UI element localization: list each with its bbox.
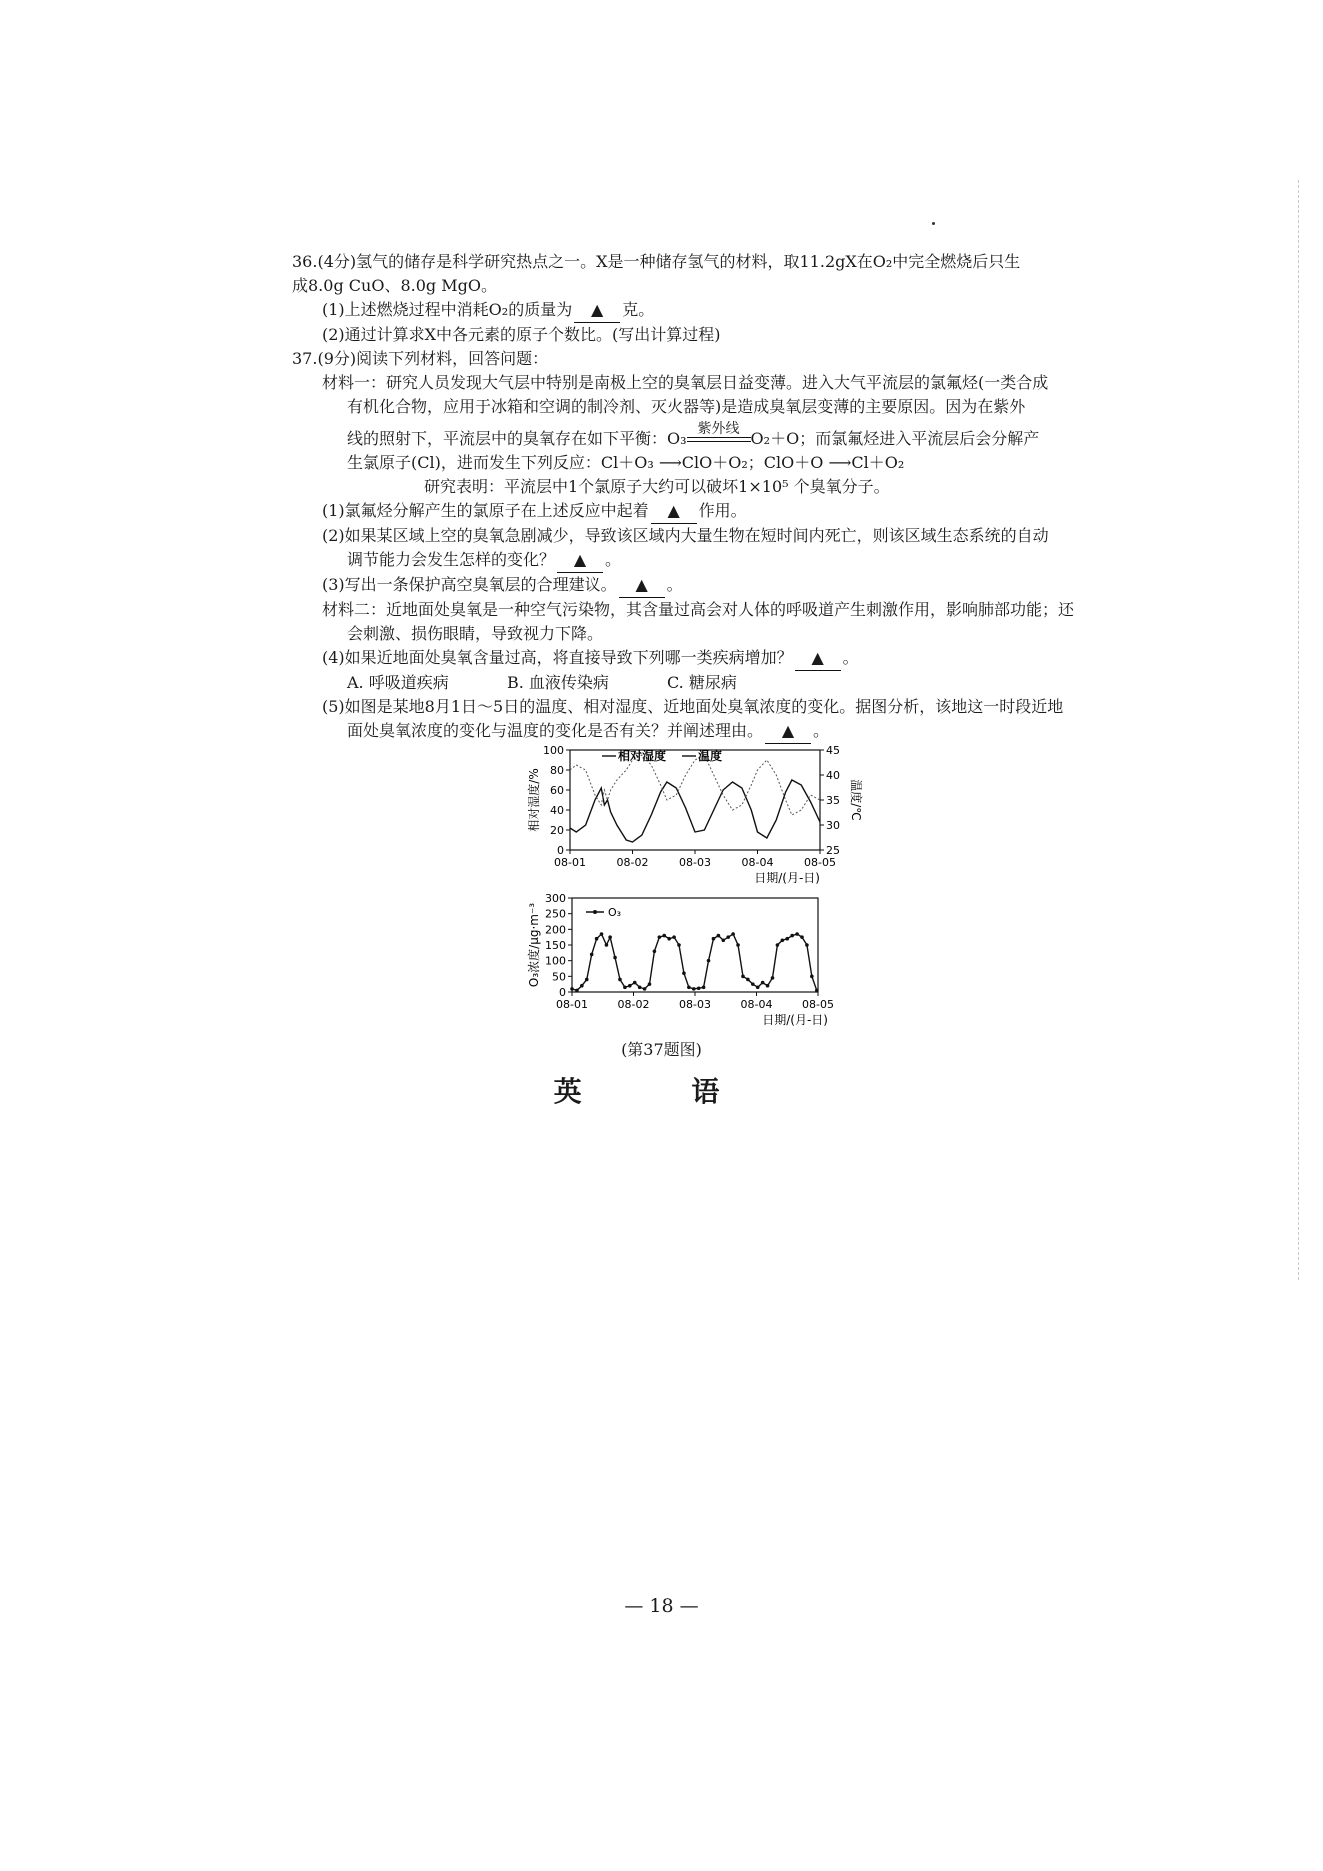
equilibrium-arrow [687, 421, 751, 442]
x-tick-label: 08-05 [804, 856, 836, 869]
q36-sub1: (1)上述燃烧过程中消耗O₂的质量为 ▲ 克。 [292, 298, 1182, 323]
data-point-o3 [643, 987, 647, 991]
data-point-o3 [771, 976, 775, 980]
material1-line4: 生氯原子(Cl)，进而发生下列反应：Cl＋O₃ ⟶ClO＋O₂；ClO＋O ⟶Cl＋O₂ [347, 453, 905, 472]
y-axis-label: 相对湿度/% [527, 768, 541, 832]
y-tick-label: 150 [545, 939, 566, 952]
q37-sub2-line2: 调节能力会发生怎样的变化？ ▲ 。 [292, 548, 1182, 573]
data-point-o3 [575, 989, 579, 993]
legend-marker-o3 [593, 910, 597, 914]
x-tick-label: 08-03 [679, 998, 711, 1011]
material1-line1: 材料一：研究人员发现大气层中特别是南极上空的臭氧层日益变薄。进入大气平流层的氯氟烃(一类合成 [322, 373, 1049, 392]
data-point-o3 [795, 932, 799, 936]
material2-line2: 会刺激、损伤眼睛，导致视力下降。 [347, 624, 604, 643]
legend-label-temperature: 温度 [698, 749, 723, 763]
y2-tick-label: 30 [826, 819, 840, 832]
series-line-temperature [570, 755, 820, 815]
uv-label: 紫外线 [697, 421, 740, 437]
ozone-concentration-chart [520, 890, 940, 1040]
option-c: C. 糖尿病 [667, 673, 737, 692]
data-point-o3 [633, 981, 637, 985]
data-point-o3 [731, 932, 735, 936]
data-point-o3 [692, 987, 696, 991]
data-point-o3 [751, 982, 755, 986]
data-point-o3 [595, 937, 599, 941]
x-tick-label: 08-02 [617, 998, 650, 1011]
y-tick-label: 250 [545, 907, 566, 921]
data-point-o3 [653, 949, 657, 953]
data-point-o3 [746, 978, 750, 982]
option-b: B. 血液传染病 [507, 673, 609, 692]
q37-sub4-options [292, 671, 1182, 695]
data-point-o3 [623, 986, 627, 990]
data-point-o3 [815, 989, 819, 993]
legend-label-humidity: 相对湿度 [618, 749, 667, 763]
y-tick-label: 0 [559, 986, 566, 999]
figure-37 [520, 740, 940, 1040]
data-point-o3 [613, 956, 617, 960]
legend-label-o3: O₃ [608, 906, 622, 919]
scan-dot-artifact [932, 222, 935, 225]
y-tick-label: 0 [557, 844, 564, 857]
y-tick-label: 40 [550, 804, 564, 817]
data-point-o3 [585, 978, 589, 982]
data-point-o3 [682, 971, 686, 975]
data-point-o3 [766, 984, 770, 988]
data-point-o3 [677, 943, 681, 947]
question-text [292, 250, 1182, 744]
x-tick-label: 08-04 [740, 998, 773, 1011]
data-point-o3 [570, 987, 574, 991]
data-point-o3 [667, 937, 671, 941]
x-tick-label: 08-02 [616, 856, 649, 869]
series-line-humidity [570, 780, 820, 842]
scan-edge-artifact [1298, 180, 1323, 1280]
y-tick-label: 100 [543, 744, 564, 757]
x-tick-label: 08-01 [556, 998, 588, 1011]
answer-blank: ▲ [795, 646, 841, 671]
q36-sub2: (2)通过计算求X中各元素的原子个数比。(写出计算过程) [322, 325, 721, 344]
data-point-o3 [662, 934, 666, 938]
data-point-o3 [618, 978, 622, 982]
data-point-o3 [608, 935, 612, 939]
option-a: A. 呼吸道疾病 [347, 673, 449, 692]
answer-blank: ▲ [557, 548, 603, 573]
data-point-o3 [776, 943, 780, 947]
data-point-o3 [790, 934, 794, 938]
y2-tick-label: 45 [826, 744, 840, 757]
q37-sub3: (3)写出一条保护高空臭氧层的合理建议。 ▲ 。 [292, 573, 1182, 598]
data-point-o3 [717, 934, 721, 938]
series-line-o3 [572, 934, 817, 990]
y-tick-label: 100 [545, 954, 566, 968]
data-point-o3 [658, 935, 662, 939]
q37-sub5-line1: (5)如图是某地8月1日～5日的温度、相对湿度、近地面处臭氧浓度的变化。据图分析，该地这一时段近地 [322, 697, 1064, 716]
data-point-o3 [781, 939, 785, 943]
answer-blank: ▲ [765, 719, 811, 744]
data-point-o3 [707, 959, 711, 963]
data-point-o3 [697, 986, 701, 990]
y-tick-label: 20 [550, 824, 564, 837]
data-point-o3 [800, 935, 804, 939]
answer-blank: ▲ [619, 573, 665, 598]
page-number: — 18 — [624, 1595, 699, 1617]
data-point-o3 [600, 932, 604, 936]
data-point-o3 [605, 943, 609, 947]
material1-line2: 有机化合物，应用于冰箱和空调的制冷剂、灭火器等)是造成臭氧层变薄的主要原因。因为在紫外 [347, 397, 1026, 416]
data-point-o3 [590, 953, 594, 957]
x-axis-label: 日期/(月-日) [754, 871, 820, 885]
data-point-o3 [687, 986, 691, 990]
q36-line1: 36.(4分)氢气的储存是科学研究热点之一。X是一种储存氢气的材料，取11.2gX在O₂中完全燃烧后只生 [292, 252, 1021, 271]
answer-blank: ▲ [574, 298, 620, 323]
data-point-o3 [702, 986, 706, 990]
data-point-o3 [628, 984, 632, 988]
data-point-o3 [721, 939, 725, 943]
x-tick-label: 08-01 [554, 856, 586, 869]
q37-sub5-line2: 面处臭氧浓度的变化与温度的变化是否有关？并阐述理由。 ▲ 。 [292, 719, 1182, 744]
data-point-o3 [648, 982, 652, 986]
data-point-o3 [672, 935, 676, 939]
data-point-o3 [726, 935, 730, 939]
q37-sub1: (1)氯氟烃分解产生的氯原子在上述反应中起着 ▲ 作用。 [292, 499, 1182, 524]
material1-line3: 线的照射下，平流层中的臭氧存在如下平衡：O₃ 紫外线 O₂＋O；而氯氟烃进入平流层后会分解产 [292, 427, 1182, 451]
y-tick-label: 50 [552, 970, 566, 984]
y-tick-label: 300 [545, 892, 566, 905]
q37-sub4: (4)如果近地面处臭氧含量过高，将直接导致下列哪一类疾病增加？ ▲ 。 [292, 646, 1182, 671]
y2-tick-label: 35 [826, 794, 840, 807]
x-tick-label: 08-03 [679, 856, 711, 869]
y2-tick-label: 25 [826, 844, 840, 857]
y2-axis-label: 温度/℃ [849, 779, 863, 821]
q36-line2: 成8.0g CuO、8.0g MgO。 [292, 276, 497, 295]
x-axis-label: 日期/(月-日) [762, 1013, 828, 1027]
y-tick-label: 60 [550, 784, 564, 797]
q37-head: 37.(9分)阅读下列材料，回答问题： [292, 349, 549, 368]
data-point-o3 [638, 986, 642, 990]
data-point-o3 [736, 943, 740, 947]
data-point-o3 [756, 986, 760, 990]
q37-sub2-line1: (2)如果某区域上空的臭氧急剧减少，导致该区域内大量生物在短时间内死亡，则该区域生态系统的自动 [322, 526, 1049, 545]
data-point-o3 [805, 943, 809, 947]
figure-caption: (第37题图) [621, 1040, 702, 1059]
material1-line5: 研究表明：平流层中1个氯原子大约可以破坏1×10⁵ 个臭氧分子。 [424, 477, 890, 496]
data-point-o3 [580, 984, 584, 988]
subject-title: 英 语 [553, 1075, 770, 1108]
answer-blank: ▲ [651, 499, 697, 524]
data-point-o3 [785, 937, 789, 941]
x-tick-label: 08-05 [802, 998, 834, 1011]
data-point-o3 [712, 937, 716, 941]
data-point-o3 [810, 975, 814, 979]
data-point-o3 [761, 981, 765, 985]
y2-tick-label: 40 [826, 769, 840, 782]
humidity-temperature-chart [520, 740, 940, 890]
material2-line1: 材料二：近地面处臭氧是一种空气污染物，其含量过高会对人体的呼吸道产生刺激作用，影响肺部功能；还 [322, 600, 1075, 619]
y-axis-label: O₃浓度/μg·m⁻³ [527, 902, 541, 988]
data-point-o3 [741, 975, 745, 979]
y-tick-label: 200 [545, 923, 566, 937]
y-tick-label: 80 [550, 764, 564, 777]
x-tick-label: 08-04 [741, 856, 774, 869]
